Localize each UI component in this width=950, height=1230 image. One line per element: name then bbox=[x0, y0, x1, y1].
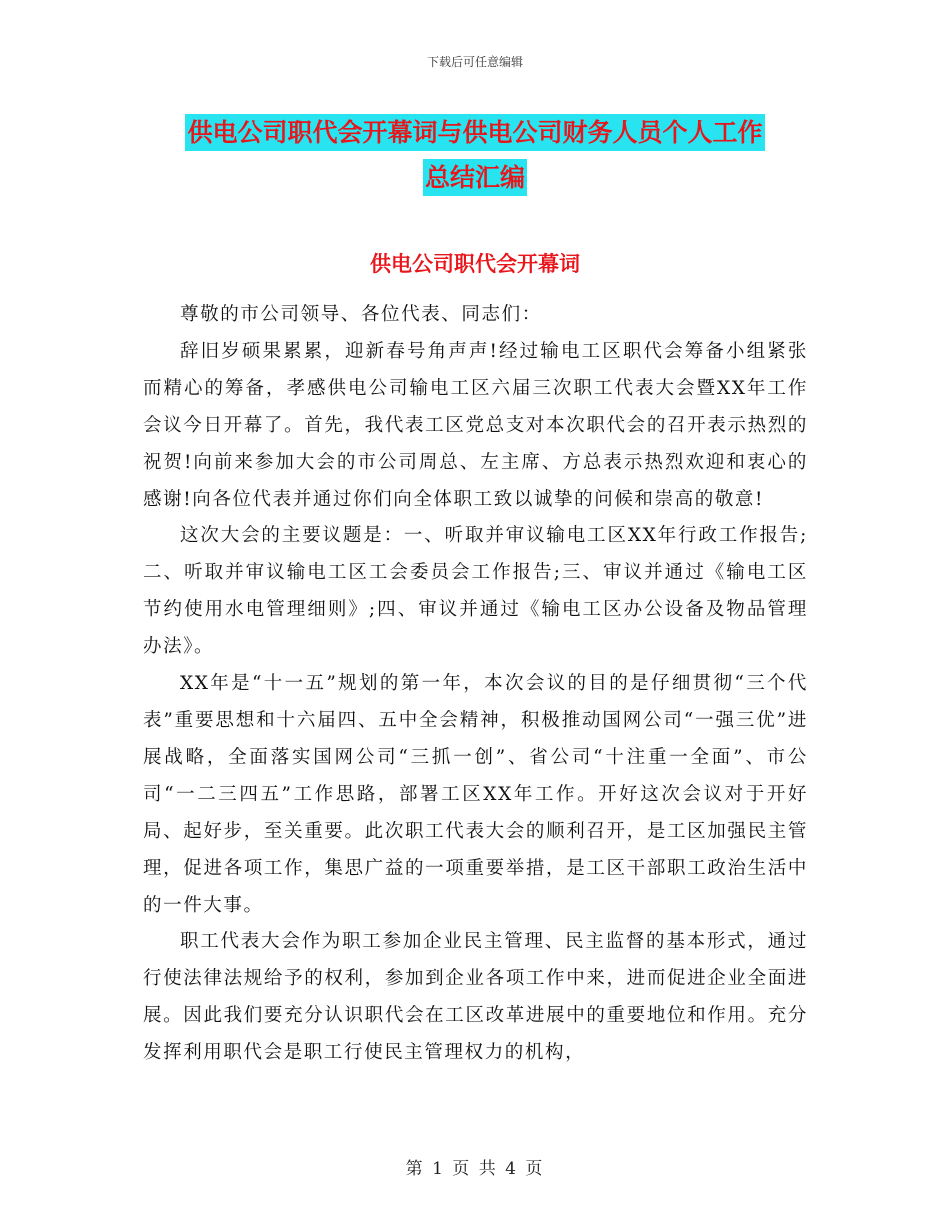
page-number: 第 1 页 共 4 页 bbox=[405, 1159, 545, 1179]
document-body bbox=[143, 297, 808, 1072]
document-title-line-1 bbox=[0, 110, 950, 155]
paragraph: 辞旧岁硕果累累，迎新春号角声声!经过输电工区职代会筹备小组紧张而精心的筹备，孝感供电公司输电工区六届三次职工代表大会暨XX年工作会议今日开幕了。首先，我代表工区党总支对本次职代会的召开表示热烈的祝贺!向前来参加大会的市公司周总、左主席、方总表示热烈欢迎和衷心的感谢!向各位代表并通过你们向全体职工致以诚挚的问候和崇高的敬意! bbox=[143, 340, 808, 510]
page-header-note: 下载后可任意编辑 bbox=[426, 55, 523, 69]
paragraph-salutation: 尊敬的市公司领导、各位代表、同志们： bbox=[180, 304, 542, 325]
paragraph: 这次大会的主要议题是：一、听取并审议输电工区XX年行政工作报告;二、听取并审议输电工区工会委员会工作报告;三、审议并通过《输电工区节约使用水电管理细则》;四、审议并通过《输电工区办公设备及物品管理办法》。 bbox=[143, 525, 808, 658]
document-title-line-1-text: 供电公司职代会开幕词与供电公司财务人员个人工作 bbox=[185, 114, 764, 151]
section-heading: 供电公司职代会开幕词 bbox=[370, 252, 580, 276]
paragraph: XX年是“十一五”规划的第一年，本次会议的目的是仔细贯彻“三个代表”重要思想和十六届四、五中全会精神，积极推动国网公司“一强三优”进展战略，全面落实国网公司“三抓一创”、省公司“十注重一全面”、市公司“一二三四五”工作思路，部署工区XX年工作。开好这次会议对于开好局、起好步，至关重要。此次职工代表大会的顺利召开，是工区加强民主管理，促进各项工作，集思广益的一项重要举措，是工区干部职工政治生活中的一件大事。 bbox=[143, 673, 808, 916]
paragraph: 职工代表大会作为职工参加企业民主管理、民主监督的基本形式，通过行使法律法规给予的权利，参加到企业各项工作中来，进而促进企业全面进展。因此我们要充分认识职代会在工区改革进展中的重要地位和作用。充分发挥利用职代会是职工行使民主管理权力的机构， bbox=[143, 931, 808, 1064]
document-title bbox=[0, 110, 950, 200]
document-title-line-2 bbox=[0, 155, 950, 200]
document-title-line-2-text: 总结汇编 bbox=[423, 159, 527, 196]
